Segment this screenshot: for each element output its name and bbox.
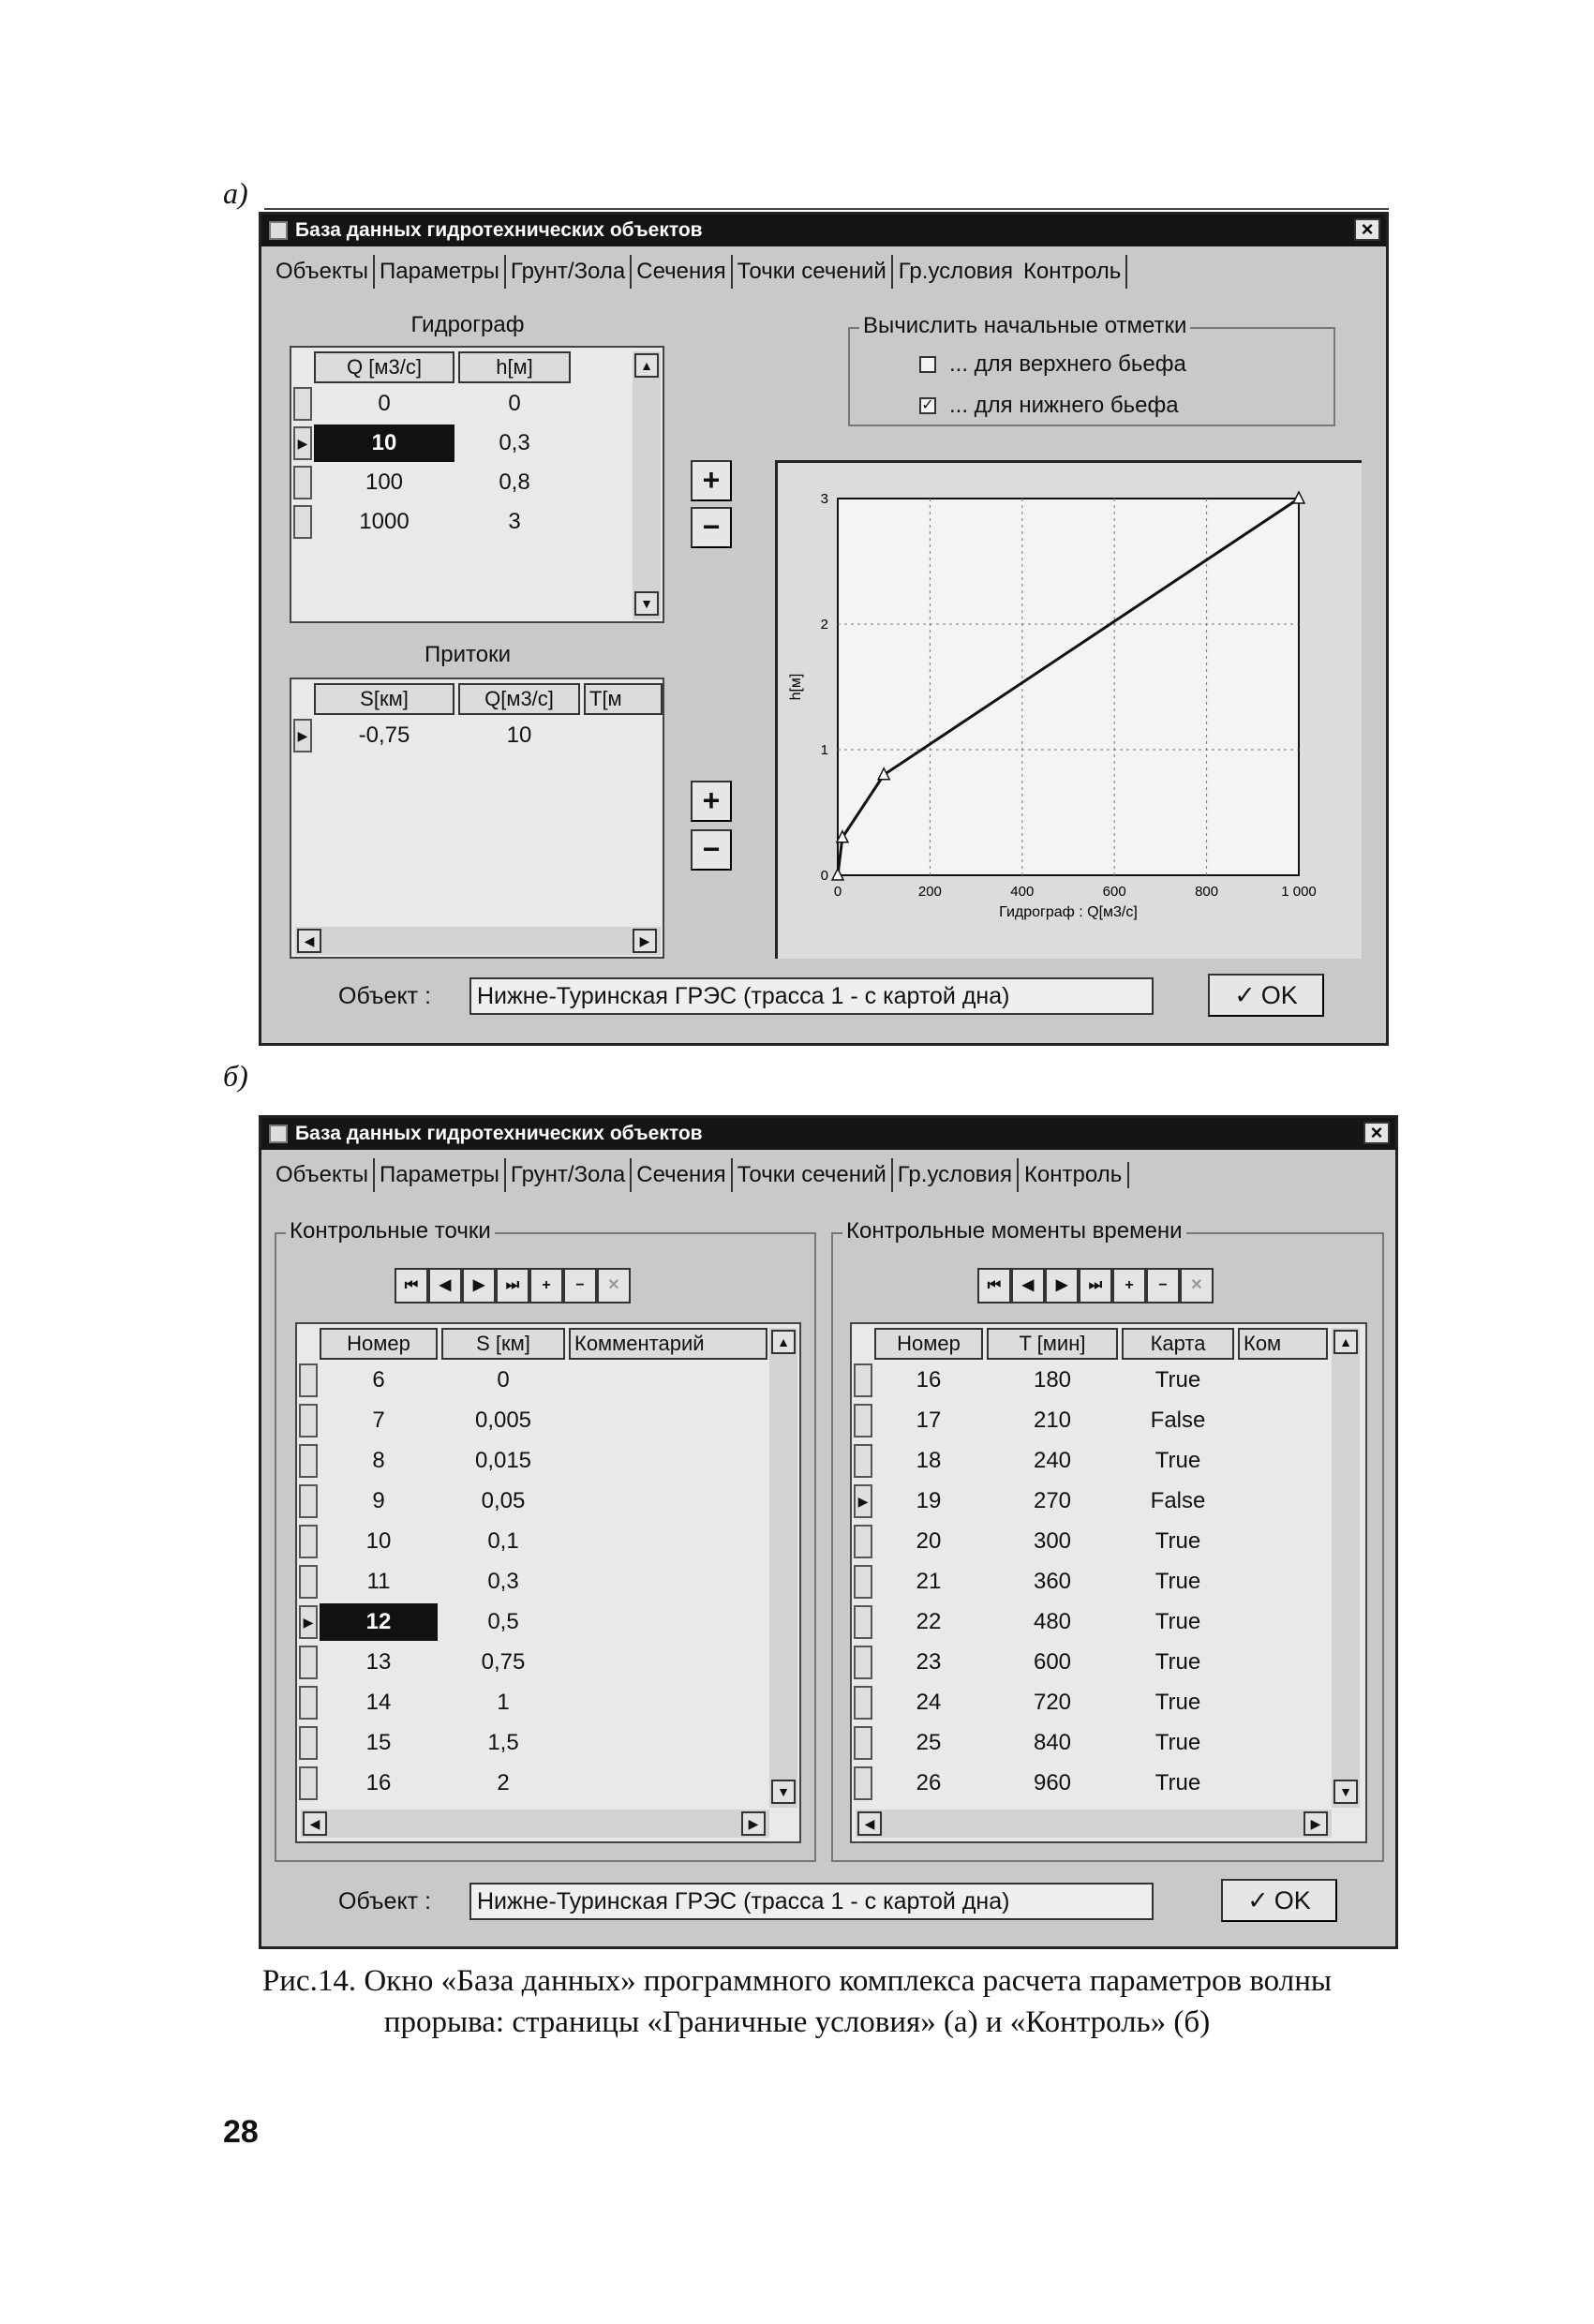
q-cell[interactable]: 100 — [365, 469, 404, 495]
number-cell-selected[interactable]: 12 — [320, 1603, 438, 1641]
table-row[interactable] — [291, 503, 663, 541]
tab-parameters[interactable]: Параметры — [375, 255, 506, 289]
table-row[interactable] — [852, 1362, 1365, 1399]
number-cell[interactable]: 24 — [916, 1690, 942, 1715]
s-cell[interactable]: 0,5 — [487, 1609, 519, 1634]
table-row[interactable] — [852, 1523, 1365, 1560]
inflows-title: Притоки — [425, 642, 511, 667]
row-indicator — [854, 1565, 872, 1599]
scroll-up-button[interactable]: ▲ — [634, 353, 659, 378]
first-record-button[interactable]: ⏮ — [395, 1268, 428, 1304]
s-cell[interactable]: 0,05 — [481, 1488, 526, 1513]
hydrograph-title: Гидрограф — [410, 312, 525, 337]
close-button[interactable]: × — [1354, 218, 1380, 241]
s-cell[interactable]: 0,015 — [474, 1448, 532, 1473]
prior-record-button[interactable]: ◀ — [1011, 1268, 1045, 1304]
tab-control[interactable]: Контроль — [1019, 255, 1127, 289]
scroll-right-button[interactable]: ▶ — [633, 929, 657, 953]
table-row[interactable] — [297, 1603, 799, 1641]
q-cell[interactable]: 10 — [506, 723, 532, 748]
row-indicator — [293, 466, 312, 499]
number-cell[interactable]: 26 — [916, 1770, 942, 1795]
scroll-left-button[interactable]: ◀ — [297, 929, 321, 953]
number-cell[interactable]: 25 — [916, 1730, 942, 1755]
q-cell[interactable]: 1000 — [359, 509, 410, 534]
x-tick-label: 0 — [833, 884, 842, 900]
row-indicator — [854, 1605, 872, 1639]
s-cell[interactable]: 0,005 — [474, 1408, 532, 1433]
map-cell[interactable]: False — [1150, 1408, 1206, 1433]
compute-group-legend: Вычислить начальные отметки — [859, 313, 1190, 339]
t-cell[interactable]: 240 — [1033, 1448, 1072, 1473]
prior-record-button[interactable]: ◀ — [428, 1268, 462, 1304]
column-header-comment[interactable]: Ком — [1238, 1328, 1328, 1360]
ok-label: OK — [1274, 1885, 1311, 1914]
tab-sections[interactable]: Сечения — [632, 1158, 732, 1192]
scroll-right-button[interactable]: ▶ — [1304, 1811, 1328, 1836]
table-row[interactable] — [852, 1765, 1365, 1802]
x-tick-label: 800 — [1195, 884, 1219, 900]
horizontal-scrollbar[interactable] — [301, 1810, 769, 1838]
row-indicator — [299, 1726, 318, 1760]
map-cell[interactable]: True — [1155, 1528, 1201, 1554]
number-cell[interactable]: 16 — [365, 1770, 392, 1795]
y-tick-label: 3 — [820, 491, 828, 507]
horizontal-scrollbar[interactable] — [856, 1810, 1332, 1838]
table-row[interactable] — [291, 464, 663, 501]
row-indicator — [854, 1363, 872, 1397]
window-a — [259, 212, 1389, 1046]
row-indicator — [299, 1444, 318, 1478]
row-indicator — [299, 1525, 318, 1558]
table-row[interactable] — [297, 1563, 799, 1601]
tab-soil[interactable]: Грунт/Зола — [506, 255, 632, 289]
table-row[interactable] — [852, 1644, 1365, 1681]
next-record-button[interactable]: ▶ — [1045, 1268, 1079, 1304]
s-cell[interactable]: 2 — [497, 1770, 510, 1795]
table-row[interactable] — [297, 1765, 799, 1802]
row-indicator — [854, 1686, 872, 1720]
t-cell[interactable]: 180 — [1033, 1367, 1072, 1393]
table-row[interactable] — [297, 1684, 799, 1721]
x-tick-label: 1 000 — [1281, 884, 1317, 900]
title-bar[interactable] — [261, 1118, 1395, 1150]
table-row[interactable] — [297, 1724, 799, 1762]
table-row[interactable] — [297, 1442, 799, 1480]
h-cell[interactable]: 0 — [508, 391, 521, 416]
q-cell-selected[interactable]: 10 — [314, 425, 454, 462]
number-cell[interactable]: 10 — [365, 1528, 392, 1554]
map-cell[interactable]: True — [1155, 1448, 1201, 1473]
figure-b-label: б) — [223, 1059, 248, 1093]
insert-record-button[interactable]: + — [529, 1268, 563, 1304]
row-indicator — [299, 1646, 318, 1679]
x-axis-label: Гидрограф : Q[м3/с] — [999, 904, 1138, 920]
tab-control[interactable]: Контроль — [1019, 1162, 1129, 1188]
column-header-comment[interactable]: Комментарий — [569, 1328, 767, 1360]
s-cell[interactable]: 0,1 — [487, 1528, 519, 1554]
tab-sections[interactable]: Сечения — [632, 255, 732, 289]
y-axis-label: h[м] — [788, 673, 804, 701]
title-bar[interactable] — [261, 215, 1386, 246]
control-points-navigator — [395, 1268, 631, 1304]
chart-panel — [775, 460, 1362, 959]
row-indicator — [299, 1404, 318, 1438]
number-cell[interactable]: 6 — [372, 1367, 385, 1393]
control-times-grid[interactable] — [850, 1322, 1367, 1843]
scroll-right-button[interactable]: ▶ — [741, 1811, 766, 1836]
table-row[interactable] — [297, 1644, 799, 1681]
map-cell[interactable]: True — [1155, 1609, 1201, 1634]
h-cell[interactable]: 0,8 — [499, 469, 530, 495]
s-cell[interactable]: 1,5 — [487, 1730, 519, 1755]
ok-label: OK — [1260, 980, 1298, 1009]
ok-button[interactable] — [1221, 1879, 1337, 1922]
table-row[interactable] — [852, 1482, 1365, 1520]
tab-boundary-conditions[interactable]: Гр.условия — [898, 259, 1013, 284]
table-row[interactable] — [297, 1523, 799, 1560]
column-header-s[interactable]: S [км] — [441, 1328, 565, 1360]
tab-section-points[interactable]: Точки сечений — [733, 1158, 893, 1192]
t-cell[interactable]: 960 — [1033, 1770, 1072, 1795]
row-indicator — [299, 1363, 318, 1397]
app-icon — [269, 221, 288, 240]
object-field[interactable]: Нижне-Туринская ГРЭС (трасса 1 - с картой дна) — [469, 977, 1154, 1015]
number-cell[interactable]: 9 — [372, 1488, 385, 1513]
inflows-add-button[interactable]: + — [691, 781, 732, 822]
column-header-t[interactable]: T[м — [584, 683, 663, 715]
downstream-checkbox[interactable] — [919, 393, 1179, 419]
insert-record-button[interactable]: + — [1112, 1268, 1146, 1304]
last-record-button[interactable]: ⏭ — [496, 1268, 529, 1304]
figure-a-underline — [264, 208, 1389, 210]
number-cell[interactable]: 17 — [916, 1408, 942, 1433]
number-cell[interactable]: 18 — [916, 1448, 942, 1473]
number-cell[interactable]: 15 — [365, 1730, 392, 1755]
row-indicator — [293, 387, 312, 421]
scroll-down-button[interactable]: ▼ — [634, 591, 659, 616]
table-row[interactable] — [852, 1402, 1365, 1439]
vertical-scrollbar[interactable] — [633, 351, 661, 619]
first-record-button[interactable]: ⏮ — [977, 1268, 1011, 1304]
table-row[interactable] — [291, 385, 663, 423]
number-cell[interactable]: 11 — [366, 1569, 391, 1594]
row-indicator — [299, 1565, 318, 1599]
q-cell[interactable]: 0 — [378, 391, 391, 416]
number-cell[interactable]: 7 — [372, 1408, 385, 1433]
t-cell[interactable]: 270 — [1033, 1488, 1072, 1513]
current-row-indicator: ▶ — [293, 426, 312, 460]
number-cell[interactable]: 22 — [916, 1609, 942, 1634]
column-header-t[interactable]: T [мин] — [987, 1328, 1118, 1360]
s-cell[interactable]: -0,75 — [358, 723, 410, 748]
table-row[interactable] — [852, 1442, 1365, 1480]
delete-record-button[interactable]: − — [1146, 1268, 1180, 1304]
row-indicator — [854, 1444, 872, 1478]
scroll-down-button[interactable]: ▼ — [1333, 1780, 1358, 1804]
s-cell[interactable]: 1 — [497, 1690, 510, 1715]
table-row[interactable] — [297, 1362, 799, 1399]
scroll-left-button[interactable]: ◀ — [303, 1811, 327, 1836]
plot-area — [838, 499, 1299, 875]
table-row[interactable] — [852, 1724, 1365, 1762]
row-indicator — [854, 1726, 872, 1760]
table-row[interactable] — [297, 1482, 799, 1520]
column-header-h[interactable]: h[м] — [458, 351, 571, 383]
next-record-button[interactable]: ▶ — [462, 1268, 496, 1304]
inflows-remove-button[interactable]: − — [691, 829, 732, 871]
control-points-legend: Контрольные точки — [286, 1218, 495, 1244]
map-cell[interactable]: True — [1155, 1569, 1201, 1594]
y-tick-label: 2 — [820, 617, 828, 633]
tab-soil[interactable]: Грунт/Зола — [506, 1158, 632, 1192]
t-cell[interactable]: 720 — [1033, 1690, 1072, 1715]
tab-objects[interactable]: Объекты — [271, 1158, 375, 1192]
map-cell[interactable]: True — [1155, 1690, 1201, 1715]
y-tick-label: 1 — [820, 742, 828, 758]
hydrograph-remove-button[interactable]: − — [691, 507, 732, 548]
control-times-legend: Контрольные моменты времени — [842, 1218, 1186, 1244]
column-header-number[interactable]: Номер — [874, 1328, 983, 1360]
current-row-indicator: ▶ — [854, 1484, 872, 1518]
column-header-s[interactable]: S[км] — [314, 683, 454, 715]
inflows-grid[interactable] — [290, 678, 664, 959]
y-tick-label: 0 — [820, 868, 828, 884]
object-label: Объект : — [338, 1888, 432, 1914]
cancel-edit-button[interactable]: ✕ — [1180, 1268, 1214, 1304]
horizontal-scrollbar[interactable] — [295, 927, 661, 955]
check-icon: ✓ — [1234, 980, 1256, 1009]
map-cell[interactable]: True — [1155, 1367, 1201, 1393]
scroll-up-button[interactable]: ▲ — [771, 1330, 796, 1354]
x-tick-label: 600 — [1102, 884, 1126, 900]
h-cell[interactable]: 3 — [508, 509, 521, 534]
table-row[interactable] — [852, 1603, 1365, 1641]
row-indicator — [854, 1766, 872, 1800]
figure-caption-line1: Рис.14. Окно «База данных» программного комплекса расчета параметров волны — [261, 1964, 1333, 1998]
t-cell[interactable]: 210 — [1033, 1408, 1072, 1433]
map-cell[interactable]: False — [1150, 1488, 1206, 1513]
object-label: Объект : — [338, 983, 432, 1009]
last-record-button[interactable]: ⏭ — [1079, 1268, 1112, 1304]
tab-section-points[interactable]: Точки сечений — [733, 255, 893, 289]
checkbox-label: ... для верхнего бьефа — [949, 351, 1186, 377]
table-row[interactable] — [852, 1563, 1365, 1601]
map-cell[interactable]: True — [1155, 1649, 1201, 1675]
upstream-checkbox[interactable] — [919, 351, 1186, 378]
ok-button[interactable] — [1208, 974, 1324, 1017]
t-cell[interactable]: 480 — [1033, 1609, 1072, 1634]
hydrograph-grid[interactable] — [290, 346, 664, 623]
page-number: 28 — [223, 2114, 259, 2150]
s-cell[interactable]: 0 — [497, 1367, 510, 1393]
column-header-q[interactable]: Q[м3/с] — [458, 683, 580, 715]
scroll-down-button[interactable]: ▼ — [771, 1780, 796, 1804]
row-indicator — [854, 1525, 872, 1558]
tab-boundary-conditions[interactable]: Гр.условия — [893, 1158, 1019, 1192]
window-title: База данных гидротехнических объектов — [295, 219, 703, 241]
table-row[interactable] — [291, 717, 663, 754]
t-cell[interactable]: 360 — [1033, 1569, 1072, 1594]
table-row[interactable] — [852, 1684, 1365, 1721]
column-header-map[interactable]: Карта — [1122, 1328, 1234, 1360]
control-times-navigator — [977, 1268, 1214, 1304]
tab-objects[interactable]: Объекты — [271, 255, 375, 289]
scroll-left-button[interactable]: ◀ — [857, 1811, 882, 1836]
column-header-number[interactable]: Номер — [320, 1328, 438, 1360]
number-cell[interactable]: 21 — [916, 1569, 942, 1594]
s-cell[interactable]: 0,3 — [487, 1569, 519, 1594]
number-cell[interactable]: 20 — [916, 1528, 942, 1554]
s-cell[interactable]: 0,75 — [481, 1649, 526, 1675]
t-cell[interactable]: 840 — [1033, 1730, 1072, 1755]
figure-a-label: а) — [223, 176, 248, 210]
control-points-grid[interactable] — [295, 1322, 801, 1843]
checkbox-box-checked[interactable]: ✓ — [919, 397, 936, 414]
tab-bar — [271, 1155, 1386, 1195]
number-cell[interactable]: 19 — [916, 1488, 942, 1513]
row-indicator — [293, 505, 312, 539]
t-cell[interactable]: 600 — [1033, 1649, 1072, 1675]
row-indicator — [299, 1484, 318, 1518]
number-cell[interactable]: 13 — [365, 1649, 392, 1675]
row-indicator — [299, 1766, 318, 1800]
map-cell[interactable]: True — [1155, 1730, 1201, 1755]
number-cell[interactable]: 8 — [372, 1448, 385, 1473]
row-indicator — [854, 1404, 872, 1438]
current-row-indicator: ▶ — [299, 1605, 318, 1639]
h-cell[interactable]: 0,3 — [499, 430, 530, 455]
app-icon — [269, 1125, 288, 1143]
object-field[interactable]: Нижне-Туринская ГРЭС (трасса 1 - с картой дна) — [469, 1883, 1154, 1920]
number-cell[interactable]: 16 — [916, 1367, 942, 1393]
cancel-edit-button[interactable]: ✕ — [597, 1268, 631, 1304]
number-cell[interactable]: 14 — [365, 1690, 392, 1715]
t-cell[interactable]: 300 — [1033, 1528, 1072, 1554]
table-row[interactable] — [291, 425, 663, 462]
x-tick-label: 200 — [917, 884, 942, 900]
scroll-up-button[interactable]: ▲ — [1333, 1330, 1358, 1354]
hydrograph-chart — [778, 463, 1359, 956]
window-b — [259, 1115, 1398, 1949]
number-cell[interactable]: 23 — [916, 1649, 942, 1675]
row-indicator — [854, 1646, 872, 1679]
x-tick-label: 400 — [1010, 884, 1035, 900]
tab-parameters[interactable]: Параметры — [375, 1158, 506, 1192]
row-indicator — [299, 1686, 318, 1720]
close-button[interactable]: × — [1363, 1122, 1390, 1144]
checkbox-box[interactable] — [919, 356, 936, 373]
column-header-q[interactable]: Q [м3/с] — [314, 351, 454, 383]
hydrograph-add-button[interactable]: + — [691, 460, 732, 501]
current-row-indicator: ▶ — [293, 719, 312, 752]
check-icon: ✓ — [1247, 1885, 1269, 1914]
table-row[interactable] — [297, 1402, 799, 1439]
window-title: База данных гидротехнических объектов — [295, 1123, 703, 1144]
map-cell[interactable]: True — [1155, 1770, 1201, 1795]
checkbox-label: ... для нижнего бьефа — [949, 393, 1179, 418]
tab-bar — [271, 252, 1377, 291]
figure-caption-line2: прорыва: страницы «Граничные условия» (а) и «Контроль» (б) — [383, 2005, 1211, 2039]
delete-record-button[interactable]: − — [563, 1268, 597, 1304]
